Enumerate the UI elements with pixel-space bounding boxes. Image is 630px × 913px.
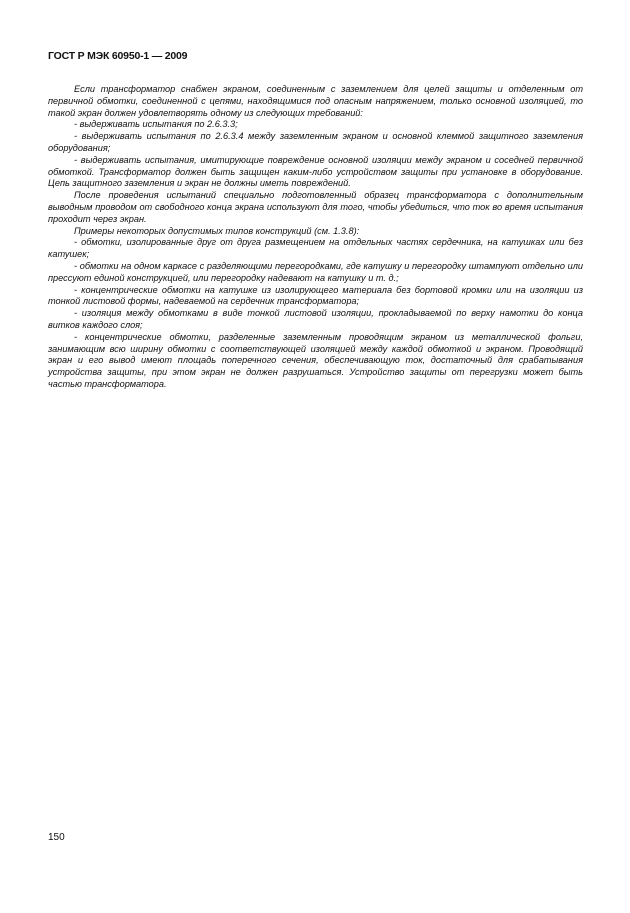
- paragraph-list-item: - выдерживать испытания по 2.6.3.4 между заземленным экраном и основной клеммой защитного заземления оборудования;: [48, 131, 583, 153]
- page-header: ГОСТ Р МЭК 60950-1 — 2009: [48, 50, 188, 62]
- paragraph-list-item: - изоляция между обмотками в виде тонкой листовой изоляции, прокладываемой по верху намотки до конца витков каждого слоя;: [48, 308, 583, 330]
- paragraph-list-item: - выдерживать испытания по 2.6.3.3;: [74, 119, 238, 130]
- paragraph-list-item: - концентрические обмотки, разделенные заземленным проводящим экраном из металлической фольги, занимающим всю ширину обмотки с соответствующей изоляцией между каждой обмоткой и экраном. Проводящий экран и его вывод имеют площадь поперечного сечения, обеспечивающую ток, достаточный для срабатывания устройства защиты, при этом экран не должен разрушаться. Устройство защиты от перегрузки может быть частью трансформатора.: [48, 331, 583, 389]
- paragraph-examples-heading: Примеры некоторых допустимых типов конструкций (см. 1.3.8):: [74, 225, 360, 236]
- paragraph-list-item: - выдерживать испытания, имитирующие повреждение основной изоляции между экраном и соседней первичной обмоткой. Трансформатор должен быть защищен каким-либо устройством защиты при установке в оборудование. Цепь защитного заземления и экран не должны иметь повреждений.: [48, 154, 583, 189]
- paragraph-test-note: После проведения испытаний специально подготовленный образец трансформатора с дополнительным выводным проводом от свободного конца экрана используют для того, чтобы убедиться, что ток во время испытания проходит через экран.: [48, 190, 583, 224]
- paragraph-list-item: - обмотки, изолированные друг от друга размещением на отдельных частях сердечника, на катушках или без катушек;: [48, 237, 583, 260]
- paragraph-list-item: - концентрические обмотки на катушке из изолирующего материала без бортовой кромки или на изоляции из тонкой листовой формы, надеваемой на сердечник трансформатора;: [48, 284, 583, 307]
- paragraph-list-item: - обмотки на одном каркасе с разделяющими перегородками, где катушку и перегородку штампуют отдельно или прессуют единой конструкцией, или перегородку надевают на катушку и т. д.;: [48, 260, 583, 283]
- document-body: [48, 84, 583, 391]
- page-number: 150: [48, 832, 65, 843]
- paragraph-intro: Если трансформатор снабжен экраном, соединенным с заземлением для целей защиты и отделенным от первичной обмотки, соединенной с цепями, находящимися под опасным напряжением, только основной изоляцией, то такой экран должен удовлетворять одному из следующих требований:: [48, 84, 583, 118]
